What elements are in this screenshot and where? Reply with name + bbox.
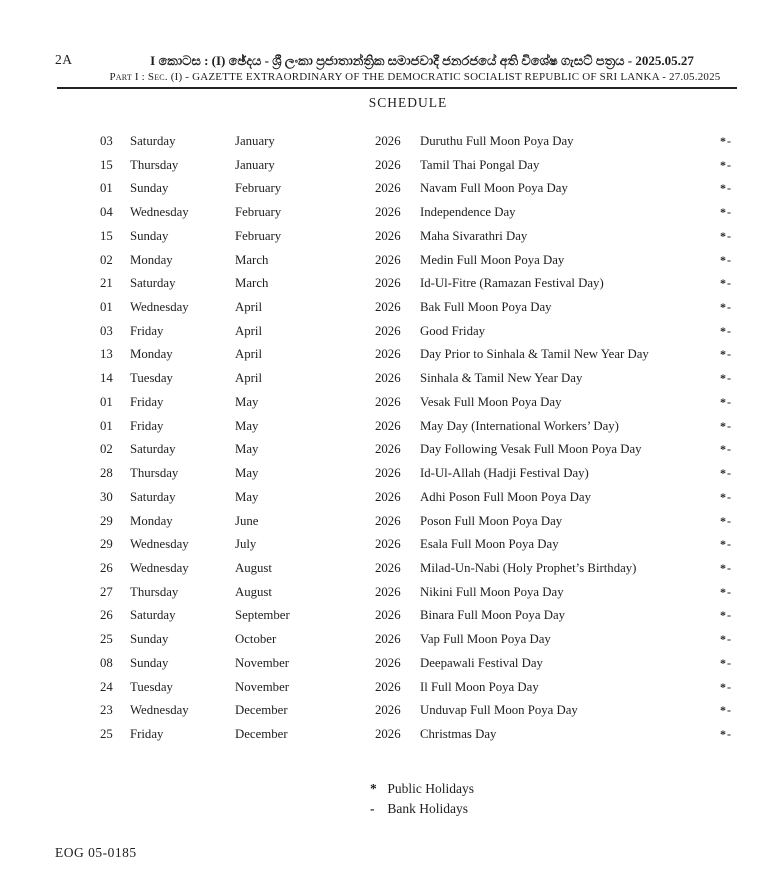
holiday-type-marker: *-	[720, 300, 732, 315]
holiday-month: May	[235, 466, 259, 481]
holiday-table-row	[100, 676, 732, 700]
holiday-weekday: Sunday	[130, 228, 169, 243]
holiday-table-row	[100, 628, 732, 652]
holiday-type-marker: *-	[720, 442, 732, 457]
holiday-date: 30	[100, 489, 113, 504]
holiday-year: 2026	[375, 584, 401, 599]
holiday-year: 2026	[375, 632, 401, 647]
holiday-year: 2026	[375, 703, 401, 718]
holiday-weekday: Monday	[130, 252, 173, 267]
holiday-date: 28	[100, 466, 113, 481]
holiday-name: Esala Full Moon Poya Day	[420, 537, 559, 552]
holiday-year: 2026	[375, 134, 401, 148]
holiday-weekday: Tuesday	[130, 371, 173, 386]
holiday-year: 2026	[375, 228, 401, 243]
holiday-table-row	[100, 652, 732, 676]
holiday-name: Deepawali Festival Day	[420, 655, 543, 670]
holiday-type-marker: *-	[720, 252, 732, 267]
holiday-month: August	[235, 560, 272, 575]
holiday-weekday: Saturday	[130, 276, 176, 291]
holiday-year: 2026	[375, 726, 401, 741]
holiday-weekday: Friday	[130, 323, 164, 338]
holiday-date: 08	[100, 655, 113, 670]
holiday-month: January	[235, 134, 275, 148]
holiday-year: 2026	[375, 513, 401, 528]
holiday-date: 02	[100, 252, 113, 267]
holiday-type-marker: *-	[720, 418, 732, 433]
holiday-weekday: Sunday	[130, 632, 169, 647]
holiday-month: February	[235, 228, 282, 243]
holiday-type-marker: *-	[720, 513, 732, 528]
holiday-year: 2026	[375, 560, 401, 575]
holiday-weekday: Friday	[130, 394, 164, 409]
holiday-type-marker: *-	[720, 157, 732, 172]
holiday-weekday: Wednesday	[130, 703, 189, 718]
holiday-name: Id-Ul-Fitre (Ramazan Festival Day)	[420, 276, 604, 291]
holiday-date: 29	[100, 537, 113, 552]
holiday-month: December	[235, 726, 288, 741]
holiday-table-row	[100, 557, 732, 581]
holiday-name: Medin Full Moon Poya Day	[420, 252, 565, 267]
holiday-year: 2026	[375, 418, 401, 433]
holiday-weekday: Wednesday	[130, 537, 189, 552]
holiday-table-row	[100, 343, 732, 367]
holiday-date: 26	[100, 560, 113, 575]
holiday-weekday: Monday	[130, 347, 173, 362]
holiday-date: 14	[100, 371, 113, 386]
holiday-month: February	[235, 205, 282, 220]
holiday-date: 13	[100, 347, 113, 362]
holiday-date: 03	[100, 323, 113, 338]
holiday-year: 2026	[375, 655, 401, 670]
holiday-name: Christmas Day	[420, 726, 497, 741]
legend-label: Public Holidays	[387, 781, 474, 796]
holiday-table-row	[100, 438, 732, 462]
legend-symbol: *	[370, 781, 377, 796]
holiday-table-row	[100, 462, 732, 486]
holiday-table-row	[100, 415, 732, 439]
holiday-name: Poson Full Moon Poya Day	[420, 513, 563, 528]
holiday-year: 2026	[375, 371, 401, 386]
holiday-month: March	[235, 252, 269, 267]
holiday-date: 15	[100, 157, 113, 172]
holiday-table-row	[100, 272, 732, 296]
holiday-table-row	[100, 367, 732, 391]
holiday-date: 25	[100, 726, 113, 741]
holiday-weekday: Sunday	[130, 655, 169, 670]
holiday-month: April	[235, 323, 263, 338]
holiday-name: Nikini Full Moon Poya Day	[420, 584, 564, 599]
holiday-date: 01	[100, 418, 113, 433]
holiday-type-marker: *-	[720, 347, 732, 362]
holiday-month: May	[235, 442, 259, 457]
holiday-name: Day Following Vesak Full Moon Poya Day	[420, 442, 642, 457]
holiday-month: November	[235, 679, 290, 694]
holiday-date: 24	[100, 679, 113, 694]
holiday-name: Vap Full Moon Poya Day	[420, 632, 551, 647]
holiday-month: April	[235, 371, 263, 386]
holiday-table-row	[100, 510, 732, 534]
holiday-type-marker: *-	[720, 276, 732, 291]
holiday-month: August	[235, 584, 272, 599]
holiday-weekday: Sunday	[130, 181, 169, 196]
holiday-name: Adhi Poson Full Moon Poya Day	[420, 489, 591, 504]
holiday-weekday: Friday	[130, 418, 164, 433]
holiday-table-row	[100, 533, 732, 557]
holiday-legend	[370, 779, 474, 818]
holiday-weekday: Saturday	[130, 442, 176, 457]
holiday-weekday: Tuesday	[130, 679, 173, 694]
holiday-year: 2026	[375, 157, 401, 172]
holiday-name: Tamil Thai Pongal Day	[420, 157, 540, 172]
holiday-table-row	[100, 177, 732, 201]
holiday-type-marker: *-	[720, 181, 732, 196]
holiday-date: 27	[100, 584, 113, 599]
holiday-year: 2026	[375, 181, 401, 196]
holiday-table-row	[100, 391, 732, 415]
holiday-name: Vesak Full Moon Poya Day	[420, 394, 562, 409]
holiday-month: June	[235, 513, 259, 528]
gazette-footer-code: EOG 05-0185	[55, 845, 137, 860]
holiday-weekday: Wednesday	[130, 205, 189, 220]
holiday-year: 2026	[375, 679, 401, 694]
holiday-date: 26	[100, 608, 113, 623]
holiday-type-marker: *-	[720, 466, 732, 481]
holiday-date: 01	[100, 181, 113, 196]
page-number: 2A	[55, 52, 73, 67]
legend-symbol: -	[370, 800, 375, 816]
holiday-name: Id-Ul-Allah (Hadji Festival Day)	[420, 466, 589, 481]
holiday-month: October	[235, 632, 277, 647]
holiday-date: 29	[100, 513, 113, 528]
holiday-table-row	[100, 225, 732, 249]
holiday-year: 2026	[375, 537, 401, 552]
holiday-name: Unduvap Full Moon Poya Day	[420, 703, 578, 718]
holiday-name: Independence Day	[420, 205, 516, 220]
holiday-year: 2026	[375, 323, 401, 338]
holiday-year: 2026	[375, 442, 401, 457]
holiday-month: September	[235, 608, 290, 623]
holiday-table-row	[100, 130, 732, 154]
legend-item	[370, 799, 474, 819]
holiday-month: December	[235, 703, 288, 718]
holiday-month: November	[235, 655, 290, 670]
holiday-weekday: Monday	[130, 513, 173, 528]
holiday-table-row	[100, 723, 732, 747]
holiday-type-marker: *-	[720, 394, 732, 409]
header-sinhala-title: I කොටස : (I) ඡේදය - ශ්‍රී ලංකා ප්‍රජාතාන්ත්‍රික සමාජවාදී ජනරජයේ අති විශේෂ ගැසට් පත්‍රය - 2025.05.27	[150, 53, 694, 68]
holiday-month: February	[235, 181, 282, 196]
holiday-date: 23	[100, 703, 113, 718]
holiday-date: 25	[100, 632, 113, 647]
holiday-date: 04	[100, 205, 113, 220]
holiday-type-marker: *-	[720, 134, 732, 148]
holiday-month: May	[235, 489, 259, 504]
holiday-table-row	[100, 699, 732, 723]
holiday-weekday: Wednesday	[130, 560, 189, 575]
holiday-date: 02	[100, 442, 113, 457]
holiday-type-marker: *-	[720, 537, 732, 552]
holiday-type-marker: *-	[720, 489, 732, 504]
holiday-date: 15	[100, 228, 113, 243]
holiday-year: 2026	[375, 252, 401, 267]
holiday-type-marker: *-	[720, 584, 732, 599]
holiday-type-marker: *-	[720, 371, 732, 386]
header-divider-rule	[57, 87, 737, 89]
holiday-table-row	[100, 486, 732, 510]
holiday-table-row	[100, 249, 732, 273]
holiday-type-marker: *-	[720, 560, 732, 575]
holiday-table-row	[100, 201, 732, 225]
holiday-name: Bak Full Moon Poya Day	[420, 300, 552, 315]
holiday-type-marker: *-	[720, 632, 732, 647]
holiday-name: May Day (International Workers’ Day)	[420, 418, 619, 433]
holiday-month: May	[235, 418, 259, 433]
holiday-name: Il Full Moon Poya Day	[420, 679, 539, 694]
holiday-name: Good Friday	[420, 323, 486, 338]
holiday-weekday: Saturday	[130, 134, 176, 148]
holiday-date: 01	[100, 394, 113, 409]
holiday-year: 2026	[375, 466, 401, 481]
holiday-name: Milad-Un-Nabi (Holy Prophet’s Birthday)	[420, 560, 637, 575]
holiday-weekday: Thursday	[130, 466, 179, 481]
holiday-type-marker: *-	[720, 679, 732, 694]
holiday-weekday: Thursday	[130, 157, 179, 172]
holiday-table-row	[100, 296, 732, 320]
holiday-weekday: Wednesday	[130, 300, 189, 315]
holiday-type-marker: *-	[720, 726, 732, 741]
holiday-type-marker: *-	[720, 608, 732, 623]
holiday-month: January	[235, 157, 275, 172]
holiday-type-marker: *-	[720, 655, 732, 670]
holiday-type-marker: *-	[720, 205, 732, 220]
holiday-name: Duruthu Full Moon Poya Day	[420, 134, 574, 148]
holiday-month: July	[235, 537, 257, 552]
holiday-year: 2026	[375, 394, 401, 409]
holiday-name: Navam Full Moon Poya Day	[420, 181, 568, 196]
header-english-title: Part I : Sec. (I) - GAZETTE EXTRAORDINARY OF THE DEMOCRATIC SOCIALIST REPUBLIC OF SRI LANKA - 27.05.2025	[109, 71, 721, 83]
holiday-month: April	[235, 300, 263, 315]
holiday-table-row	[100, 581, 732, 605]
legend-item	[370, 779, 474, 799]
holiday-name: Binara Full Moon Poya Day	[420, 608, 566, 623]
holiday-weekday: Thursday	[130, 584, 179, 599]
holiday-date: 03	[100, 134, 113, 148]
holiday-month: March	[235, 276, 269, 291]
holiday-table	[100, 130, 732, 747]
holiday-year: 2026	[375, 205, 401, 220]
holiday-name: Day Prior to Sinhala & Tamil New Year Day	[420, 347, 649, 362]
holiday-weekday: Friday	[130, 726, 164, 741]
holiday-month: May	[235, 394, 259, 409]
holiday-year: 2026	[375, 489, 401, 504]
holiday-year: 2026	[375, 276, 401, 291]
holiday-date: 01	[100, 300, 113, 315]
holiday-name: Maha Sivarathri Day	[420, 228, 528, 243]
holiday-date: 21	[100, 276, 113, 291]
holiday-weekday: Saturday	[130, 489, 176, 504]
holiday-weekday: Saturday	[130, 608, 176, 623]
legend-label: Bank Holidays	[387, 800, 468, 816]
schedule-heading: SCHEDULE	[368, 95, 448, 110]
holiday-year: 2026	[375, 608, 401, 623]
holiday-type-marker: *-	[720, 228, 732, 243]
holiday-month: April	[235, 347, 263, 362]
holiday-year: 2026	[375, 300, 401, 315]
holiday-name: Sinhala & Tamil New Year Day	[420, 371, 583, 386]
holiday-table-row	[100, 154, 732, 178]
holiday-table-row	[100, 320, 732, 344]
holiday-table-row	[100, 604, 732, 628]
holiday-year: 2026	[375, 347, 401, 362]
holiday-type-marker: *-	[720, 703, 732, 718]
holiday-type-marker: *-	[720, 323, 732, 338]
